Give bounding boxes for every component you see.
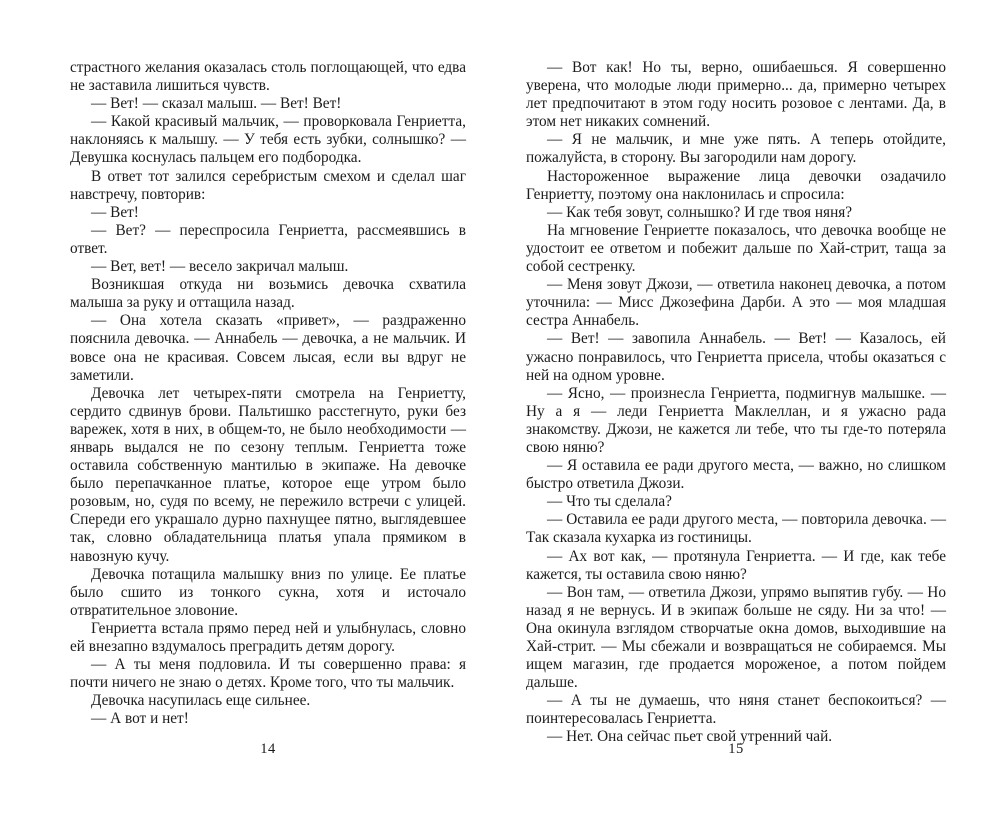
page-14-number: 14 [260, 741, 276, 757]
paragraph: Девочка потащила малышку вниз по улице. Ее платье было сшито из тонкого сукна, хотя и источало отвратительное зловоние. [70, 565, 466, 619]
paragraph: Возникшая откуда ни возьмись девочка схватила малыша за руку и оттащила назад. [70, 276, 466, 312]
paragraph: — Меня зовут Джози, — ответила наконец девочка, а потом уточнила: — Мисс Джозефина Дарби. А это — моя младшая сестра Аннабель. [526, 276, 946, 330]
page-15-number: 15 [728, 741, 744, 757]
paragraph: — Я не мальчик, и мне уже пять. А теперь отойдите, пожалуйста, в сторону. Вы загородили нам дорогу. [526, 131, 946, 167]
paragraph: — Как тебя зовут, солнышко? И где твоя няня? [547, 203, 853, 221]
paragraph: страстного желания оказалась столь поглощающей, что едва не заставила лишиться чувств. [70, 59, 466, 95]
page-15-text-column [526, 59, 946, 747]
paragraph: Девочка лет четырех-пяти смотрела на Генриетту, сердито сдвинув брови. Пальтишко расстегнуто, руки без варежек, хотя в них, в общем-то, не было необходимости — январь выдался не по сезону теплым. Генриетта тоже оставила собственную мантилью в экипаже. На девочке было перепачканное платье, которое еще утром было розовым, но, судя по всему, не пережило встречи с улицей. Спереди его украшало дурно пахнущее пятно, выглядевшее так, словно обладательница платья упала прямиком в навозную кучу. [70, 384, 466, 565]
paragraph: Девочка насупилась еще сильнее. [91, 692, 311, 710]
page-14-text-column [70, 59, 466, 728]
paragraph: В ответ тот залился серебристым смехом и сделал шаг навстречу, повторив: [70, 167, 466, 203]
paragraph: — Вот как! Но ты, верно, ошибаешься. Я совершенно уверена, что молодые люди примерно... да, примерно четырех лет предпочитают в этом году носить розовое с лентами. Да, в этом нет никаких сомнений. [526, 59, 946, 131]
paragraph: — А ты не думаешь, что няня станет беспокоиться? — поинтересовалась Генриетта. [526, 692, 946, 728]
paragraph: — Вет! — завопила Аннабель. — Вет! — Казалось, ей ужасно понравилось, что Генриетта присела, чтобы оказаться с ней на одном уровне. [526, 330, 946, 384]
paragraph: — Ясно, — произнесла Генриетта, подмигнув малышке. — Ну а я — леди Генриетта Маклеллан, и я ужасно рада знакомству. Джози, не кажется ли тебе, что ты где-то потеряла свою няню? [526, 384, 946, 456]
paragraph: — Вет! — сказал малыш. — Вет! Вет! [91, 95, 342, 113]
paragraph: — А вот и нет! [91, 710, 189, 728]
paragraph: Генриетта встала прямо перед ней и улыбнулась, словно ей внезапно вздумалось преградить детям дорогу. [70, 619, 466, 655]
paragraph: — Вет? — переспросила Генриетта, рассмеявшись в ответ. [70, 221, 466, 257]
paragraph: — Какой красивый мальчик, — проворковала Генриетта, наклоняясь к малышу. — У тебя есть зубки, солнышко? — Девушка коснулась пальцем его подбородка. [70, 113, 466, 167]
paragraph: — Она хотела сказать «привет», — раздраженно пояснила девочка. — Аннабель — девочка, а не мальчик. И вовсе она не красивая. Совсем лысая, если вы вдруг не заметили. [70, 312, 466, 384]
paragraph: — Вет, вет! — весело закричал малыш. [91, 258, 349, 276]
paragraph: — Ах вот как, — протянула Генриетта. — И где, как тебе кажется, ты оставила свою няню? [526, 547, 946, 583]
paragraph: — А ты меня подловила. И ты совершенно права: я почти ничего не знаю о детях. Кроме того, что ты мальчик. [70, 656, 466, 692]
paragraph: — Оставила ее ради другого места, — повторила девочка. — Так сказала кухарка из гостиницы. [526, 511, 946, 547]
paragraph: — Вет! [91, 203, 139, 221]
paragraph: На мгновение Генриетте показалось, что девочка вообще не удостоит ее ответом и побежит дальше по Хай-стрит, таща за собой сестренку. [526, 221, 946, 276]
paragraph: — Нет. Она сейчас пьет свой утренний чай. [547, 728, 833, 746]
paragraph: — Я оставила ее ради другого места, — важно, но слишком быстро ответила Джози. [526, 457, 946, 493]
paragraph: — Что ты сделала? [547, 493, 672, 511]
page-14 [70, 0, 466, 823]
paragraph: Настороженное выражение лица девочки озадачило Генриетту, поэтому она наклонилась и спросила: [526, 167, 946, 203]
paragraph: — Вон там, — ответила Джози, упрямо выпятив губу. — Но назад я не вернусь. И в экипаж больше не сяду. Ни за что! — Она окинула взглядом створчатые окна домов, выходившие на Хай-стрит. — Мы сбежали и возвращаться не собираемся. Мы ищем магазин, где продается мороженое, а потом пойдем дальше. [526, 583, 946, 692]
page-15 [526, 0, 946, 823]
